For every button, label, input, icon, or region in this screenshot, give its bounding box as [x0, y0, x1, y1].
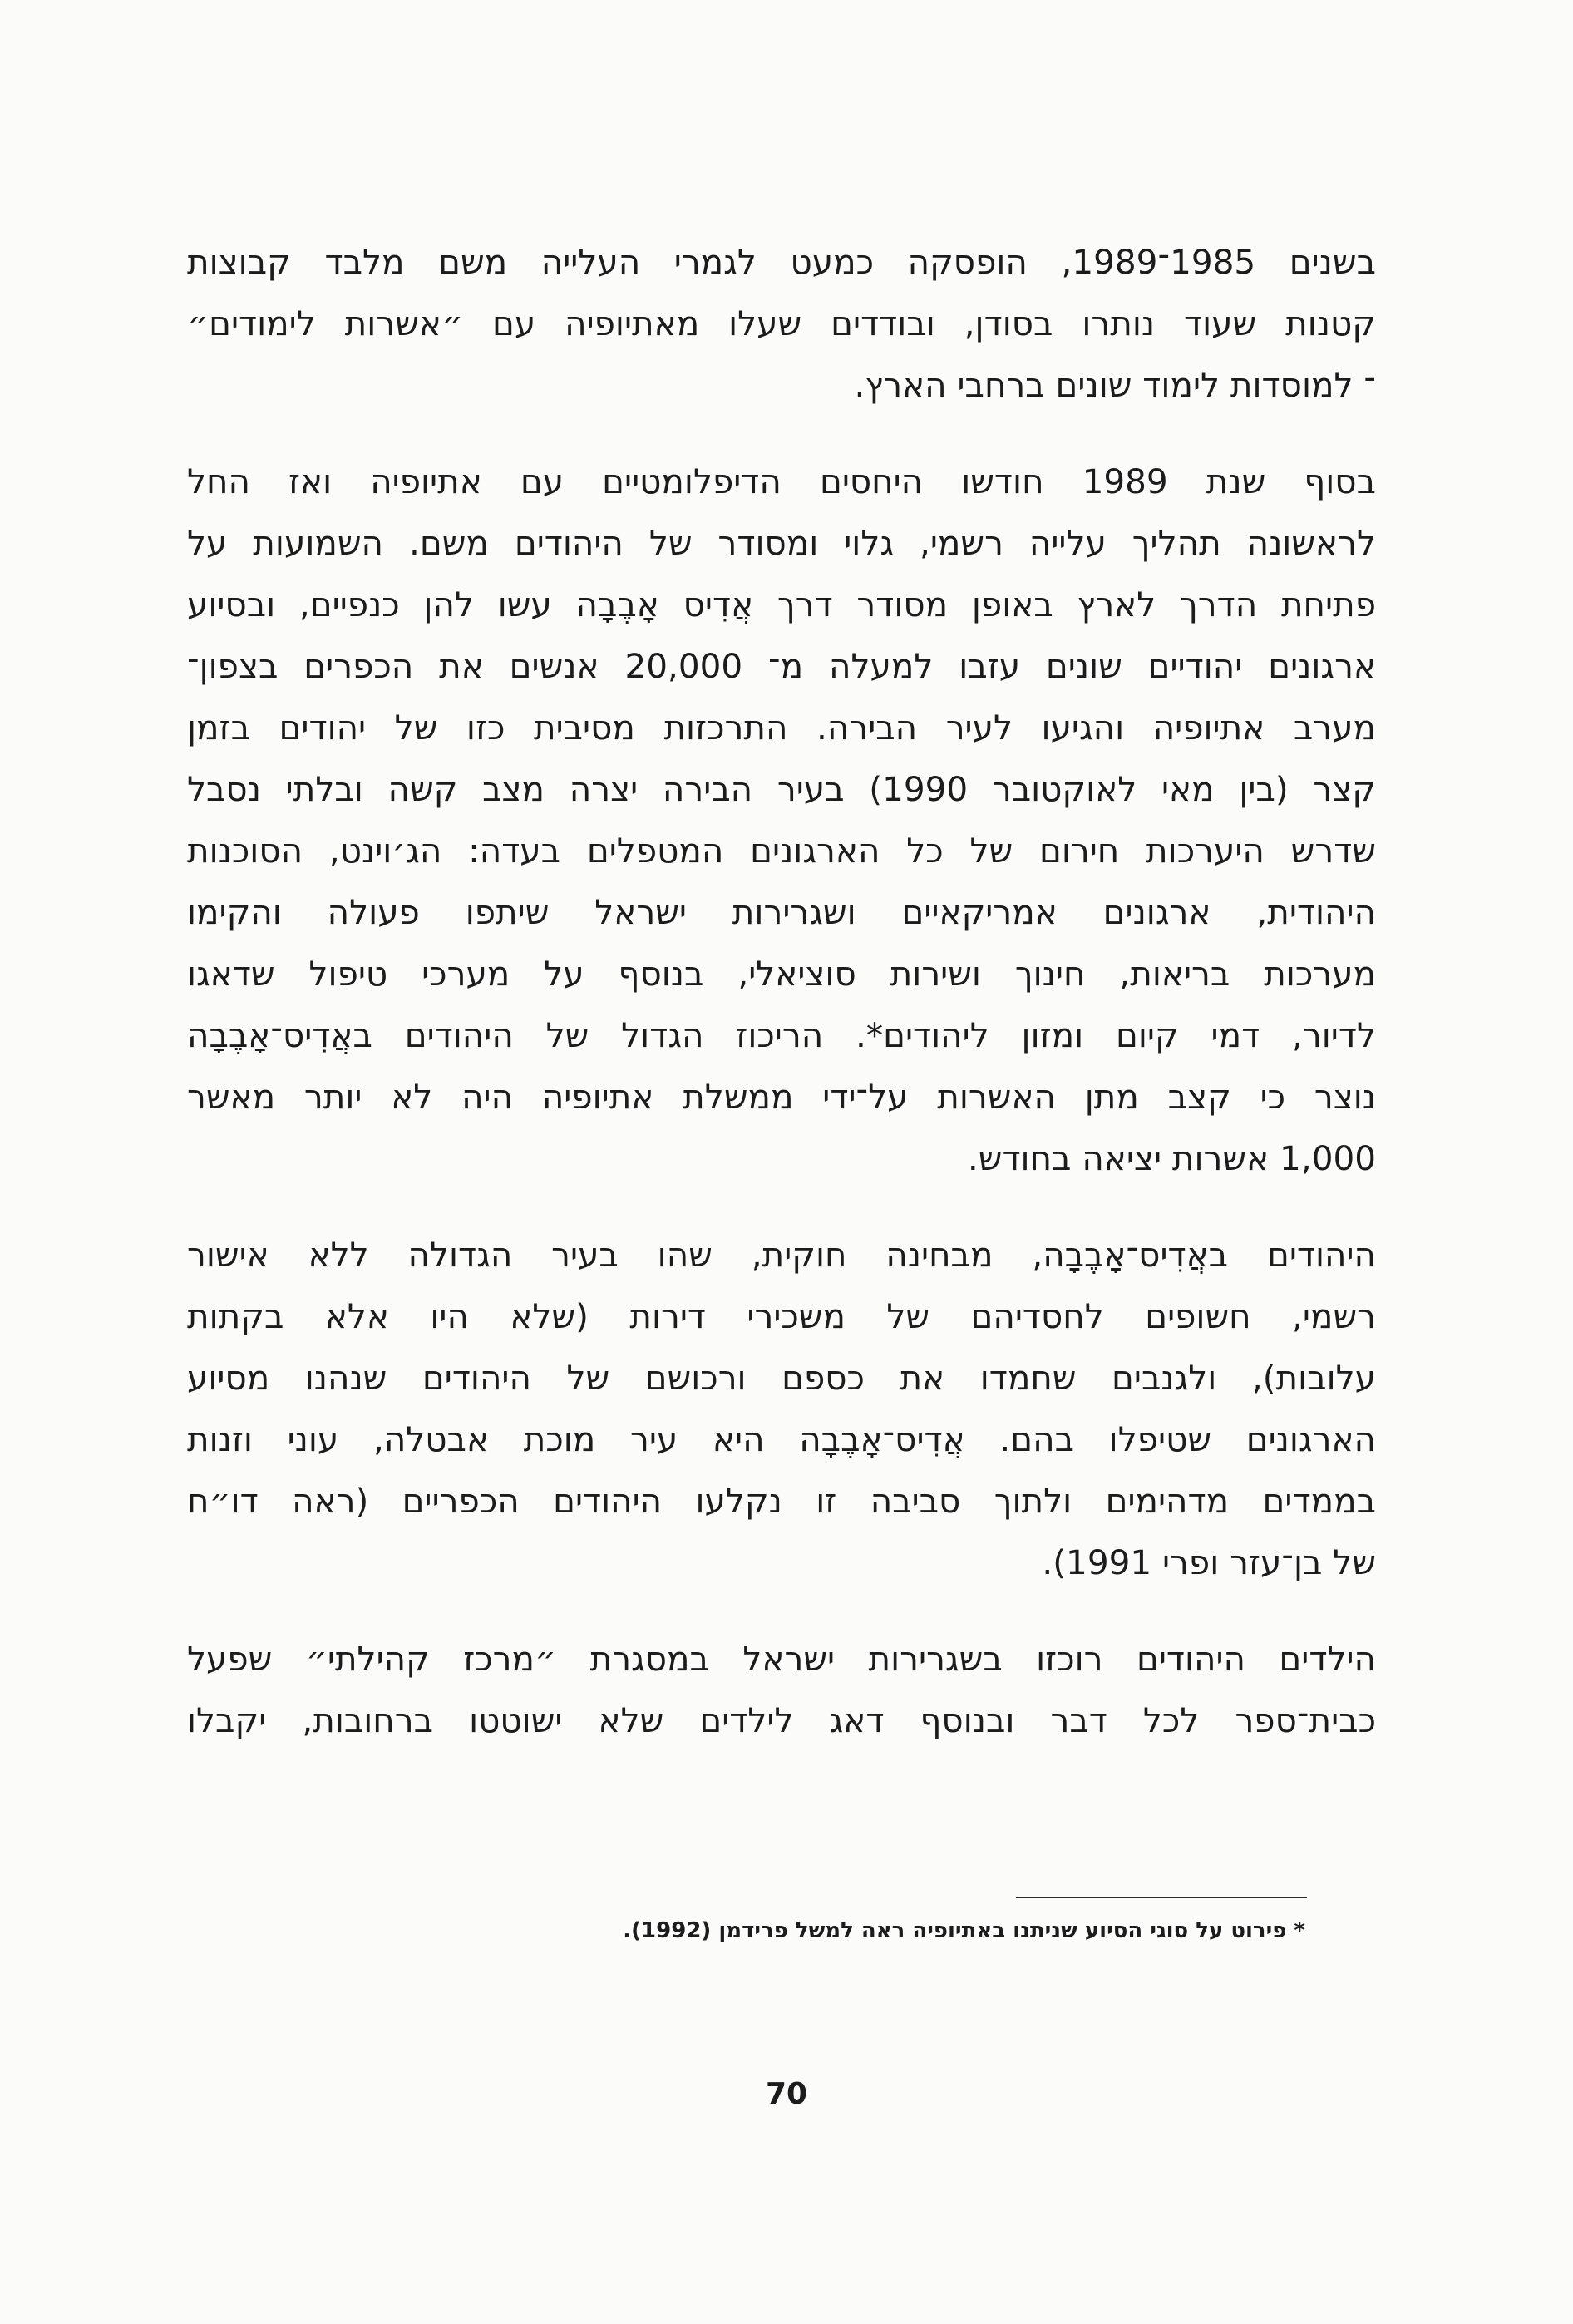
paragraph-2 [187, 451, 1376, 1189]
text-line: הילדים היהודים רוכזו בשגרירות ישראל במסגרת ״מרכז קהילתי״ שפעל [187, 1639, 1376, 1679]
body-text [187, 231, 1376, 1786]
text-line: עלובות), ולגנבים שחמדו את כספם ורכושם של היהודים שנהנו מסיוע [187, 1358, 1376, 1398]
text-line: פתיחת הדרך לארץ באופן מסודר דרך אֲדִיס אָבֶבָה עשו להן כנפיים, ובסיוע [187, 585, 1376, 624]
page-number: 70 [765, 2077, 808, 2111]
footnote: * פירוט על סוגי הסיוע שניתנו באתיופיה ראה למשל פרידמן (1992). [623, 1918, 1305, 1943]
text-line: בממדים מדהימים ולתוך סביבה זו נקלעו היהודים הכפריים (ראה דו״ח [187, 1481, 1376, 1521]
text-line: לדיור, דמי קיום ומזון ליהודים*. הריכוז הגדול של היהודים באֲדִיס־אָבֶבָה [187, 1015, 1376, 1055]
text-line: ארגונים יהודיים שונים עזבו למעלה מ־ 20,000 אנשים את הכפרים בצפון־ [187, 646, 1376, 686]
text-line: היהודית, ארגונים אמריקאיים ושגרירות ישראל שיתפו פעולה והקימו [187, 892, 1376, 932]
paragraph-4 [187, 1628, 1376, 1751]
text-line: בסוף שנת 1989 חודשו היחסים הדיפלומטיים עם אתיופיה ואז החל [187, 461, 1376, 501]
text-line: לראשונה תהליך עלייה רשמי, גלוי ומסודר של היהודים משם. השמועות על [187, 523, 1376, 563]
paragraph-1 [187, 231, 1376, 416]
text-line: נוצר כי קצב מתן האשרות על־ידי ממשלת אתיופיה היה לא יותר מאשר [187, 1077, 1376, 1117]
paragraph-3 [187, 1224, 1376, 1593]
text-line: מערכות בריאות, חינוך ושירות סוציאלי, בנוסף על מערכי טיפול שדאגו [187, 954, 1376, 994]
footnote-divider [1016, 1897, 1307, 1898]
text-line: של בן־עזר ופרי 1991). [1042, 1542, 1376, 1582]
text-line: שדרש היערכות חירום של כל הארגונים המטפלים בעדה: הג׳וינט, הסוכנות [187, 831, 1376, 871]
text-line: רשמי, חשופים לחסדיהם של משכירי דירות (שלא היו אלא בקתות [187, 1296, 1376, 1336]
text-line: היהודים באֲדִיס־אָבֶבָה, מבחינה חוקית, שהו בעיר הגדולה ללא אישור [187, 1235, 1376, 1275]
text-line: קטנות שעוד נותרו בסודן, ובודדים שעלו מאתיופיה עם ״אשרות לימודים״ [187, 303, 1376, 343]
text-line: בשנים 1985־1989, הופסקה כמעט לגמרי העלייה משם מלבד קבוצות [187, 242, 1376, 282]
text-line: הארגונים שטיפלו בהם. אֲדִיס־אָבֶבָה היא עיר מוכת אבטלה, עוני וזנות [187, 1419, 1376, 1459]
text-line: 1,000 אשרות יציאה בחודש. [967, 1138, 1376, 1178]
text-line: כבית־ספר לכל דבר ובנוסף דאג לילדים שלא ישוטטו ברחובות, יקבלו [187, 1700, 1376, 1740]
text-line: ־ למוסדות לימוד שונים ברחבי הארץ. [854, 365, 1376, 405]
text-line: קצר (בין מאי לאוקטובר 1990) בעיר הבירה יצרה מצב קשה ובלתי נסבל [187, 769, 1376, 809]
text-line: מערב אתיופיה והגיעו לעיר הבירה. התרכזות מסיבית כזו של יהודים בזמן [187, 708, 1376, 748]
